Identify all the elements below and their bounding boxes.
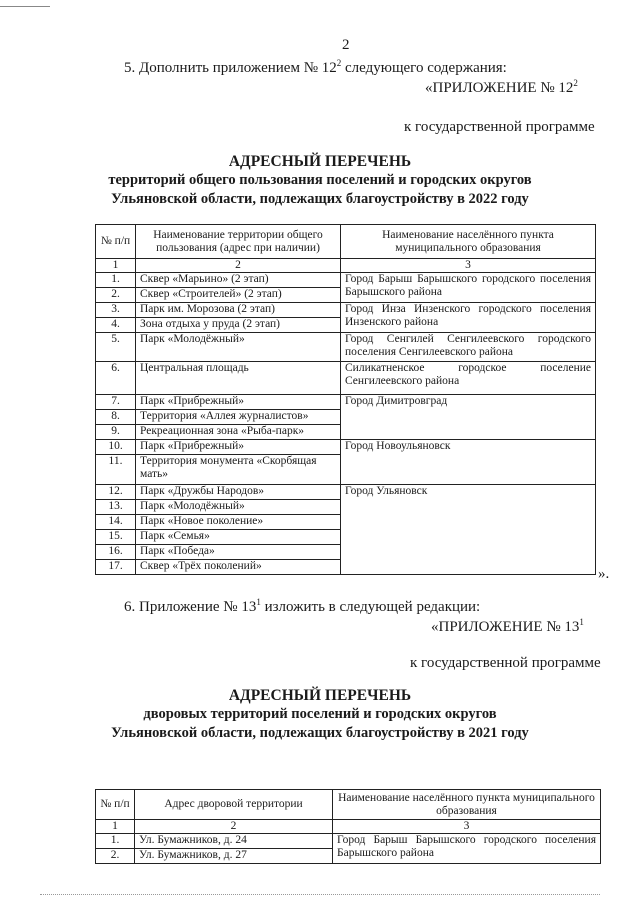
territory-name: Зона отдыха у пруда (2 этап) (136, 318, 341, 333)
table2-subtitle-2: Ульяновской области, подлежащих благоустройству в 2021 году (111, 725, 529, 741)
row-number: 6. (96, 362, 136, 395)
row-number: 13. (96, 500, 136, 515)
table-row (96, 333, 596, 362)
row-number: 10. (96, 440, 136, 455)
row-number: 17. (96, 560, 136, 575)
row-number: 2. (96, 849, 135, 864)
locality-cell: Город Барыш Барышского городского поселения Барышского района (341, 273, 596, 303)
table1-header-name: Наименование территории общего пользования (адрес при наличии) (136, 225, 341, 259)
locality-cell: Город Ульяновск (341, 485, 596, 575)
territory-name: Сквер «Марьино» (2 этап) (136, 273, 341, 288)
row-number: 12. (96, 485, 136, 500)
section5-appendix-label: «ПРИЛОЖЕНИЕ № $12^2$ (425, 78, 578, 96)
table2-subtitle-1: дворовых территорий поселений и городских округов (143, 706, 497, 722)
row-number: 14. (96, 515, 136, 530)
locality-cell: Силикатненское городское поселение Сенгилеевского района (341, 362, 596, 395)
territory-name: Парк «Прибрежный» (136, 395, 341, 410)
territory-name: Центральная площадь (136, 362, 341, 395)
section6-paragraph: 6. Приложение № $13^1$ изложить в следующей редакции: (124, 597, 481, 615)
table2-header-num: № п/п (96, 790, 135, 820)
territory-name: Парк «Молодёжный» (136, 333, 341, 362)
row-number: 3. (96, 303, 136, 318)
row-number: 15. (96, 530, 136, 545)
row-number: 2. (96, 288, 136, 303)
section5-paragraph: 5. Дополнить приложением № $12^2$ следующего содержания: (124, 58, 507, 76)
table-row (96, 485, 596, 500)
section6-appendix-label: «ПРИЛОЖЕНИЕ № $13^1$ (431, 617, 584, 635)
table1-subtitle-2: Ульяновской области, подлежащих благоустройству в 2022 году (111, 191, 529, 207)
table2-colnum: 2 (135, 820, 333, 834)
table2-title: АДРЕСНЫЙ ПЕРЕЧЕНЬ (228, 687, 412, 704)
table1-addresses (95, 224, 596, 575)
locality-cell: Город Барыш Барышского городского поселения Барышского района (333, 834, 601, 864)
territory-name: Сквер «Трёх поколений» (136, 560, 341, 575)
address-cell: Ул. Бумажников, д. 27 (135, 849, 333, 864)
row-number: 7. (96, 395, 136, 410)
page-number: 2 (342, 37, 350, 53)
table1-colnum: 3 (341, 259, 596, 273)
table2-colnum: 3 (333, 820, 601, 834)
territory-name: Парк «Новое поколение» (136, 515, 341, 530)
territory-name: Территория монумента «Скорбящая мать» (136, 455, 341, 485)
territory-name: Парк им. Морозова (2 этап) (136, 303, 341, 318)
locality-cell: Город Инза Инзенского городского поселения Инзенского района (341, 303, 596, 333)
table1-subtitle-1: территорий общего пользования поселений и городских округов (108, 172, 532, 188)
table-row (96, 303, 596, 318)
table-row (96, 834, 601, 849)
row-number: 1. (96, 273, 136, 288)
scan-edge-bottom (40, 894, 600, 895)
territory-name: Парк «Прибрежный» (136, 440, 341, 455)
table1-colnum: 2 (136, 259, 341, 273)
territory-name: Парк «Семья» (136, 530, 341, 545)
row-number: 8. (96, 410, 136, 425)
table1-header-locality: Наименование населённого пункта муниципального образования (341, 225, 596, 259)
territory-name: Сквер «Строителей» (2 этап) (136, 288, 341, 303)
table1-colnum: 1 (96, 259, 136, 273)
table-row (96, 273, 596, 288)
territory-name: Парк «Победа» (136, 545, 341, 560)
territory-name: Парк «Дружбы Народов» (136, 485, 341, 500)
table-row (96, 440, 596, 455)
row-number: 4. (96, 318, 136, 333)
table2-colnum: 1 (96, 820, 135, 834)
scan-edge-top (0, 6, 50, 7)
row-number: 5. (96, 333, 136, 362)
territory-name: Рекреационная зона «Рыба-парк» (136, 425, 341, 440)
address-cell: Ул. Бумажников, д. 24 (135, 834, 333, 849)
row-number: 1. (96, 834, 135, 849)
territory-name: Территория «Аллея журналистов» (136, 410, 341, 425)
table1-closing-mark: ». (598, 566, 610, 582)
section5-program-ref: к государственной программе (404, 119, 595, 135)
locality-cell: Город Димитровград (341, 395, 596, 440)
table2-addresses (95, 789, 601, 864)
table-row (96, 362, 596, 395)
territory-name: Парк «Молодёжный» (136, 500, 341, 515)
locality-cell: Город Новоульяновск (341, 440, 596, 485)
locality-cell: Город Сенгилей Сенгилеевского городского поселения Сенгилеевского района (341, 333, 596, 362)
table2-header-locality: Наименование населённого пункта муниципального образования (333, 790, 601, 820)
row-number: 11. (96, 455, 136, 485)
row-number: 9. (96, 425, 136, 440)
row-number: 16. (96, 545, 136, 560)
table2-header-address: Адрес дворовой территории (135, 790, 333, 820)
table1-header-num: № п/п (96, 225, 136, 259)
section6-program-ref: к государственной программе (410, 655, 601, 671)
table1-title: АДРЕСНЫЙ ПЕРЕЧЕНЬ (228, 153, 412, 170)
table-row (96, 395, 596, 410)
